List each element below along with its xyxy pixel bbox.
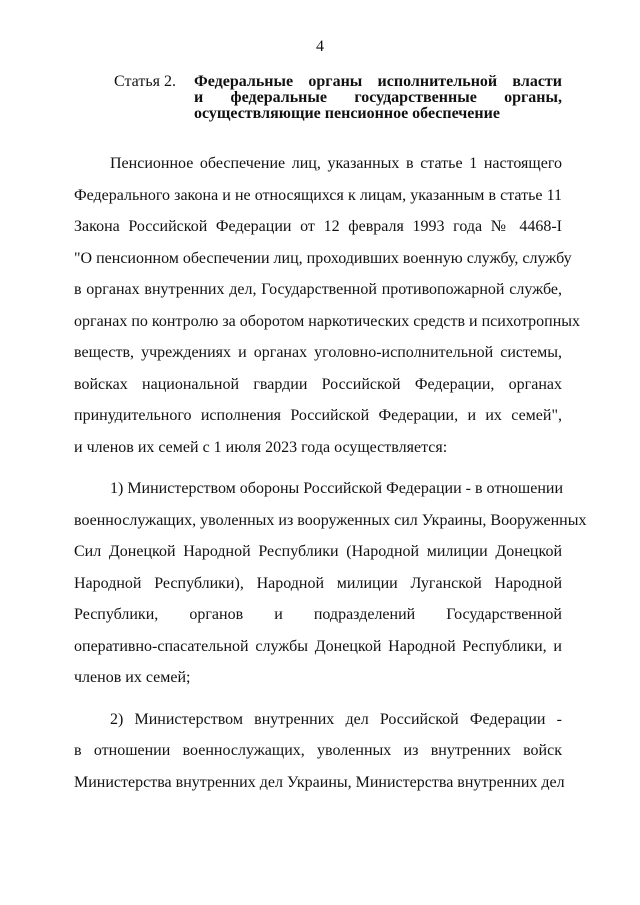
article-title-line: и федеральные государственные органы, [194, 89, 562, 106]
text-line: Пенсионное обеспечение лиц, указанных в статье 1 настоящего [110, 155, 562, 172]
text-line: веществ, учреждениях и органах уголовно-исполнительной системы, [74, 344, 562, 361]
text-line: военнослужащих, уволенных из вооруженных сил Украины, Вооруженных [74, 511, 587, 529]
text-line: "О пенсионном обеспечении лиц, проходивших военную службу, службу [74, 249, 572, 267]
text-line: войсках национальной гвардии Российской Федерации, органах [74, 375, 562, 393]
article-label: Статья 2. [114, 73, 176, 90]
text-line: и членов их семей с 1 июля 2023 года осуществляется: [74, 438, 448, 456]
text-line: оперативно-спасательной службы Донецкой Народной Республики, и [74, 637, 562, 655]
text-line: в органах внутренних дел, Государственной противопожарной службе, [74, 281, 562, 298]
text-line: 1) Министерством обороны Российской Федерации - в отношении [110, 480, 563, 497]
text-line: Закона Российской Федерации от 12 февраля 1993 года № 4468-I [74, 218, 562, 235]
document-body [74, 148, 587, 798]
article-title-line: Федеральные органы исполнительной власти [194, 73, 562, 90]
paragraph-item-1 [74, 473, 587, 694]
paragraph-pension-provision [74, 148, 581, 463]
text-line: в отношении военнослужащих, уволенных из внутренних войск [74, 742, 562, 759]
article-title-line: осуществляющие пенсионное обеспечение [194, 105, 500, 122]
text-line: принудительного исполнения Российской Федерации, и их семей", [74, 407, 562, 424]
article-header [114, 74, 562, 122]
article-title [194, 74, 562, 122]
text-line: органах по контролю за оборотом наркотических средств и психотропных [74, 312, 581, 330]
page-number: 4 [316, 38, 324, 55]
text-line: Республики, органов и подразделений Государственной [74, 606, 562, 623]
text-line: членов их семей; [74, 669, 191, 686]
text-line: Министерства внутренних дел Украины, Министерства внутренних дел [74, 773, 565, 791]
text-line: Народной Республики), Народной милиции Луганской Народной [74, 574, 562, 592]
text-line: 2) Министерством внутренних дел Российской Федерации - [110, 710, 562, 728]
text-line: Федерального закона и не относящихся к лицам, указанным в статье 11 [74, 186, 562, 204]
paragraph-item-2 [74, 704, 565, 799]
text-line: Сил Донецкой Народной Республики (Народной милиции Донецкой [74, 543, 562, 560]
